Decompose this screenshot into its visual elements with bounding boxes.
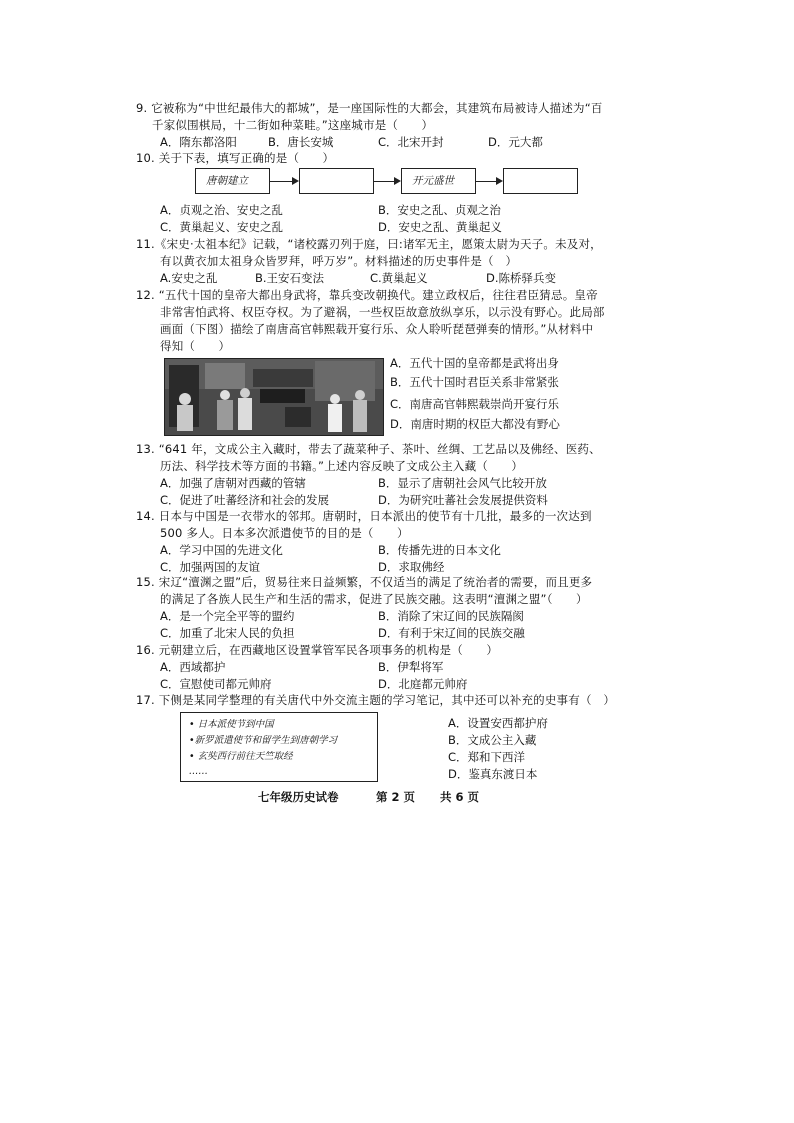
- q12-line4: 得知（ ）: [160, 339, 231, 353]
- q14-option-a: A．学习中国的先进文化: [160, 543, 283, 557]
- q14-option-d: D．求取佛经: [378, 560, 445, 574]
- han-xizai-night-revels-painting: [164, 358, 384, 436]
- q16-option-d: D．北庭都元帅府: [378, 677, 468, 691]
- q13-line1: 13. “641 年，文成公主入藏时，带去了蔬菜种子、茶叶、丝绸、工艺品以及佛经、医药、: [136, 442, 601, 456]
- q16-option-c: C．宣慰使司都元帅府: [160, 677, 272, 691]
- flow-box-tang-founding: 唐朝建立: [195, 168, 270, 194]
- q13-option-d: D．为研究吐蕃社会发展提供资料: [378, 493, 548, 507]
- q12-line2: 非常害怕武将、权臣夺权。为了避祸，一些权臣故意放纵享乐，以示没有野心。此局部: [160, 305, 605, 319]
- q10-option-a: A．贞观之治、安史之乱: [160, 203, 283, 217]
- q17-stem: 17. 下侧是某同学整理的有关唐代中外交流主题的学习笔记，其中还可以补充的史事有（ ）: [136, 693, 616, 707]
- flow-arrow-3: [476, 181, 496, 182]
- q16-option-a: A．西域都护: [160, 660, 226, 674]
- q11-option-b: B.王安石变法: [255, 271, 325, 285]
- q17-option-a: A．设置安西都护府: [448, 716, 548, 730]
- q13-option-a: A．加强了唐朝对西藏的管辖: [160, 476, 306, 490]
- q12-option-b: B．五代十国时君臣关系非常紧张: [390, 375, 559, 389]
- flow-box-blank-2: [503, 168, 578, 194]
- q10-option-d: D．安史之乱、黄巢起义: [378, 220, 502, 234]
- flow-arrowhead-2: [394, 177, 401, 185]
- q15-line2: 的满足了各族人民生产和生活的需求，促进了民族交融。这表明“澶渊之盟”（ ）: [160, 592, 588, 606]
- q10-option-b: B．安史之乱、贞观之治: [378, 203, 501, 217]
- flow-arrowhead-3: [496, 177, 503, 185]
- q14-line2: 500 多人。日本多次派遣使节的目的是（ ）: [160, 526, 409, 540]
- q16-stem: 16. 元朝建立后，在西藏地区设置掌管军民各项事务的机构是（ ）: [136, 643, 499, 657]
- q10-option-c: C．黄巢起义、安史之乱: [160, 220, 284, 234]
- flow-box-blank-1: [299, 168, 374, 194]
- q12-option-d: D．南唐时期的权臣大都没有野心: [390, 417, 560, 431]
- study-notes-box: [180, 712, 378, 782]
- flow-arrow-1: [270, 181, 292, 182]
- q9-option-b: B．唐长安城: [268, 135, 334, 149]
- q13-line2: 历法、科学技术等方面的书籍。”上述内容反映了文成公主入藏（ ）: [160, 459, 524, 473]
- flow-box-kaiyuan: 开元盛世: [401, 168, 476, 194]
- q11-option-c: C.黄巢起义: [370, 271, 428, 285]
- q13-option-b: B．显示了唐朝社会风气比较开放: [378, 476, 547, 490]
- flow-arrowhead-1: [292, 177, 299, 185]
- q9-line2: 千家似围棋局，十二街如种菜畦。”这座城市是（ ）: [152, 118, 434, 132]
- q14-option-c: C．加强两国的友谊: [160, 560, 261, 574]
- q14-option-b: B．传播先进的日本文化: [378, 543, 501, 557]
- q9-option-d: D．元大都: [488, 135, 543, 149]
- note-item-1: • 日本派使节到中国: [189, 719, 274, 730]
- q17-option-b: B．文成公主入藏: [448, 733, 537, 747]
- q17-option-d: D．鉴真东渡日本: [448, 767, 538, 781]
- q13-option-c: C．促进了吐蕃经济和社会的发展: [160, 493, 330, 507]
- q11-line2: 有以黄衣加太祖身众皆罗拜，呼万岁”。材料描述的历史事件是（ ）: [160, 254, 518, 268]
- painting-illustration: [165, 359, 383, 435]
- footer-total-pages: 共 6 页: [440, 790, 480, 804]
- q11-option-a: A.安史之乱: [160, 271, 218, 285]
- footer-page-number: 第 2 页: [376, 790, 416, 804]
- q11-option-d: D.陈桥驿兵变: [486, 271, 557, 285]
- q9-option-c: C．北宋开封: [378, 135, 444, 149]
- q12-option-a: A．五代十国的皇帝都是武将出身: [390, 356, 559, 370]
- q10-stem: 10. 关于下表，填写正确的是（ ）: [136, 151, 335, 165]
- q16-option-b: B．伊犁将军: [378, 660, 444, 674]
- q14-line1: 14. 日本与中国是一衣带水的邻邦。唐朝时，日本派出的使节有十几批，最多的一次达到: [136, 509, 592, 523]
- q15-option-c: C．加重了北宋人民的负担: [160, 626, 295, 640]
- q15-option-b: B．消除了宋辽间的民族隔阂: [378, 609, 524, 623]
- q12-line3: 画面（下图）描绘了南唐高官韩熙载开宴行乐、众人聆听琵琶弹奏的情形。”从材料中: [160, 322, 594, 336]
- q15-option-a: A．是一个完全平等的盟约: [160, 609, 295, 623]
- note-item-4: ……: [189, 766, 208, 777]
- q9-line1: 9. 它被称为“中世纪最伟大的都城”，是一座国际性的大都会，其建筑布局被诗人描述为“百: [136, 101, 603, 115]
- q17-option-c: C．郑和下西洋: [448, 750, 526, 764]
- q12-option-c: C．南唐高官韩熙载崇尚开宴行乐: [390, 397, 560, 411]
- q11-line1: 11.《宋史·太祖本纪》记载，“诸校露刃列于庭，曰:诸军无主，愿策太尉为天子。未及对，: [136, 237, 602, 251]
- q9-option-a: A．隋东都洛阳: [160, 135, 237, 149]
- q15-line1: 15. 宋辽“澶渊之盟”后，贸易往来日益频繁，不仅适当的满足了统治者的需要，而且更多: [136, 575, 593, 589]
- flow-arrow-2: [374, 181, 394, 182]
- note-item-2: •新罗派遣使节和留学生到唐朝学习: [189, 735, 338, 746]
- footer-subject: 七年级历史试卷: [258, 790, 339, 804]
- q12-line1: 12. “五代十国的皇帝大都出身武将，靠兵变改朝换代。建立政权后，往往君臣猜忌。皇帝: [136, 288, 598, 302]
- note-item-3: • 玄奘西行前往天竺取经: [189, 751, 293, 762]
- q15-option-d: D．有利于宋辽间的民族交融: [378, 626, 525, 640]
